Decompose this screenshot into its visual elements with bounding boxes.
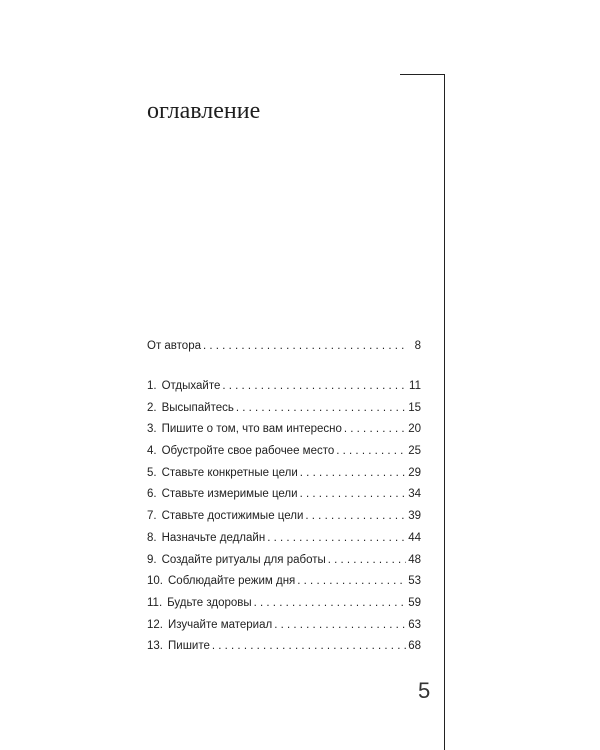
- toc-entry-number: 7.: [147, 510, 157, 523]
- bleed-through-text: [88, 0, 518, 72]
- toc-entry-number: 2.: [147, 401, 157, 414]
- toc-entry-text: Будьте здоровы: [167, 596, 252, 609]
- toc-entry-page: 29: [408, 466, 421, 479]
- toc-entry-text: Отдыхайте: [161, 380, 221, 392]
- dot-leader: [328, 554, 406, 566]
- toc-entry-number: 4.: [147, 445, 157, 458]
- toc-entry-page: 59: [408, 596, 421, 609]
- toc-entry-6[interactable]: [147, 488, 421, 510]
- toc-entry-5[interactable]: [147, 467, 421, 489]
- toc-entry-number: 12.: [147, 618, 163, 631]
- dot-leader: [222, 380, 407, 392]
- toc-entry-4[interactable]: [147, 445, 421, 467]
- toc-entry-13[interactable]: [147, 640, 421, 662]
- dot-leader: [254, 597, 407, 609]
- toc-entry-number: 1.: [147, 380, 157, 392]
- toc-entry-9[interactable]: [147, 554, 421, 576]
- toc-entry-12[interactable]: [147, 619, 421, 641]
- toc-entry-text: Создайте ритуалы для работы: [161, 553, 326, 566]
- toc-entry-page: 68: [408, 640, 421, 653]
- dot-leader: [300, 488, 407, 500]
- toc-entry-number: 6.: [147, 488, 157, 501]
- dot-leader: [212, 640, 406, 652]
- toc-entry-text: От автора: [147, 340, 201, 352]
- toc-chapter-list: [147, 380, 421, 662]
- dot-leader: [336, 445, 406, 457]
- toc-entry-number: 9.: [147, 553, 157, 566]
- dot-leader: [203, 340, 407, 352]
- toc-entry-text: Ставьте достижимые цели: [161, 510, 304, 523]
- toc-entry-page: 20: [408, 423, 421, 436]
- toc-entry-page: 48: [408, 553, 421, 566]
- frame-line-top: [400, 74, 444, 75]
- toc-entry-text: Изучайте материал: [168, 618, 273, 631]
- dot-leader: [236, 402, 406, 414]
- toc-entry-text: Пишите о том, что вам интересно: [161, 423, 342, 436]
- toc-entry-text: Высыпайтесь: [161, 401, 234, 414]
- dot-leader: [267, 532, 406, 544]
- toc-entry-page: 53: [408, 575, 421, 588]
- toc-entry-7[interactable]: [147, 510, 421, 532]
- toc-entry-number: 3.: [147, 423, 157, 436]
- toc-entry-8[interactable]: [147, 532, 421, 554]
- toc-entry-text: Ставьте измеримые цели: [161, 488, 298, 501]
- dot-leader: [274, 619, 406, 631]
- frame-line-right: [444, 74, 445, 750]
- toc-entry-1[interactable]: [147, 380, 421, 402]
- toc-entry-page: 44: [408, 531, 421, 544]
- page-title: оглавление: [147, 98, 261, 124]
- toc-entry-2[interactable]: [147, 402, 421, 424]
- toc-entry-10[interactable]: [147, 575, 421, 597]
- toc-entry-text: Обустройте свое рабочее место: [161, 445, 335, 458]
- toc-entry-page: 63: [408, 618, 421, 631]
- toc-entry-number: 13.: [147, 640, 163, 653]
- toc-entry-number: 8.: [147, 531, 157, 544]
- toc-entry-page: 11: [409, 380, 421, 392]
- toc-entry-page: 34: [408, 488, 421, 501]
- dot-leader: [297, 575, 406, 587]
- toc-entry-page: 25: [408, 445, 421, 458]
- dot-leader: [305, 510, 406, 522]
- toc-entry-page: 8: [414, 340, 421, 352]
- toc-entry-text: Пишите: [168, 640, 210, 653]
- toc-entry-text: Ставьте конкретные цели: [161, 466, 298, 479]
- toc-entry-text: Назначьте дедлайн: [161, 531, 266, 544]
- toc-entry-page: 39: [408, 510, 421, 523]
- toc-preface: [147, 340, 421, 362]
- toc-entry-preface[interactable]: [147, 340, 421, 362]
- dot-leader: [344, 423, 406, 435]
- toc-entry-number: 10.: [147, 575, 163, 588]
- dot-leader: [300, 467, 406, 479]
- toc-entry-text: Соблюдайте режим дня: [168, 575, 296, 588]
- page-number: 5: [418, 678, 431, 703]
- toc-entry-page: 15: [408, 401, 421, 414]
- toc-entry-number: 11.: [147, 596, 163, 609]
- toc-entry-3[interactable]: [147, 423, 421, 445]
- toc-entry-11[interactable]: [147, 597, 421, 619]
- toc-entry-number: 5.: [147, 466, 157, 479]
